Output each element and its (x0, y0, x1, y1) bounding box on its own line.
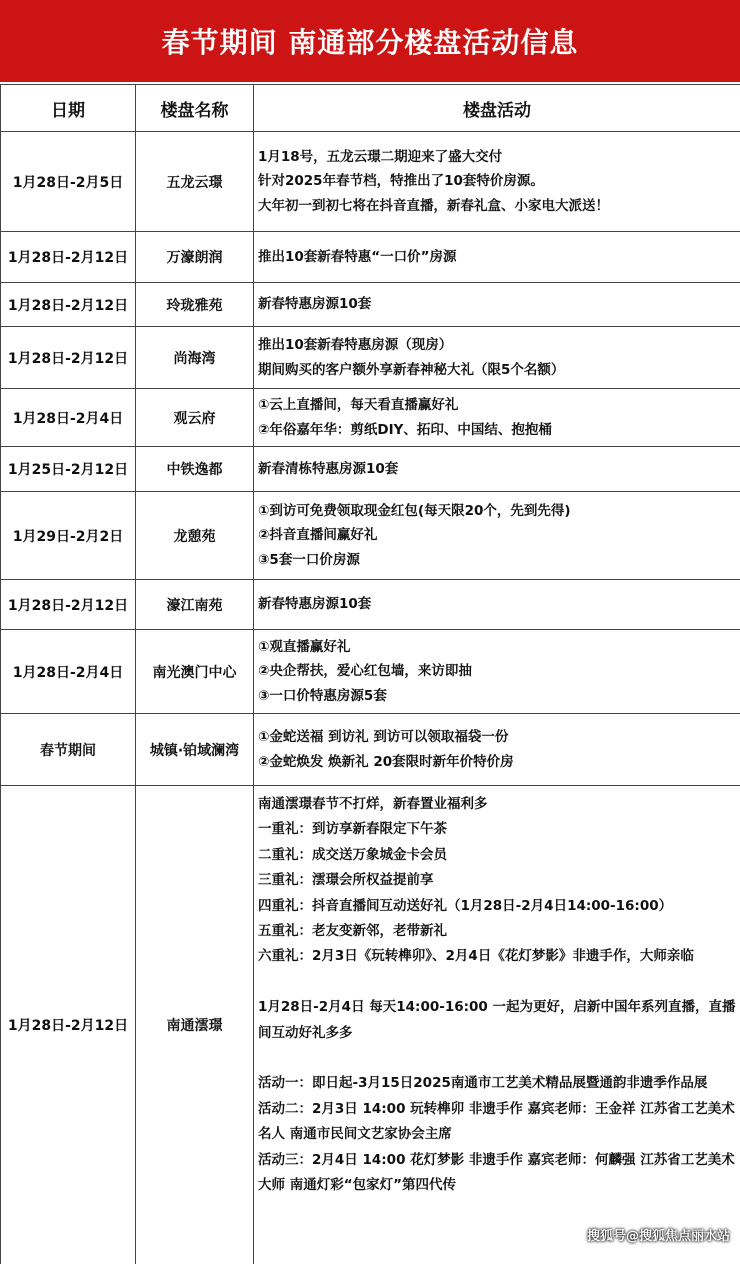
row-date: 1月28日-2月12日 (1, 786, 136, 1264)
row-date: 1月28日-2月12日 (1, 232, 136, 283)
table-row (1, 714, 740, 786)
row-project: 玲珑雅苑 (136, 283, 254, 327)
row-activity: 推出10套新春特惠房源（现房） 期间购买的客户额外享新春神秘大礼（限5个名额） (254, 327, 740, 389)
page-title: 春节期间 南通部分楼盘活动信息 (0, 0, 740, 84)
row-activity: 新春清栋特惠房源10套 (254, 447, 740, 492)
row-activity: 南通澐璟春节不打烊，新春置业福利多 一重礼：到访享新春限定下午茶 二重礼：成交送万象城金卡会员 三重礼：澐璟会所权益提前享 四重礼：抖音直播间互动送好礼（1月28日-2月4日14:00-16:00） 五重礼：老友变新邻，老带新礼 六重礼：2月3日《玩转榫卯》、2月4日《花灯梦影》非遗手作，大师亲临 1月28日-2月4日 每天14:00-16:00 一起为更好，启新中国年系列直播，直播间互动好礼多多 活动一：即日起-3月15日2025南通市工艺美术精品展暨通韵非遗季作品展 活动二：2月3日 14:00 玩转榫卯 非遗手作 嘉宾老师：王金祥 江苏省工艺美术名人 南通市民间文艺家协会主席 活动三：2月4日 14:00 花灯梦影 非遗手作 嘉宾老师：何麟强 江苏省工艺美术大师 南通灯彩“包家灯”第四代传 (254, 786, 740, 1264)
row-date: 1月28日-2月12日 (1, 283, 136, 327)
table-row (1, 232, 740, 283)
watermark: 搜狐号@搜狐焦点丽水站 (587, 1225, 730, 1244)
row-project: 万濠朗润 (136, 232, 254, 283)
table-row (1, 327, 740, 389)
row-date: 1月25日-2月12日 (1, 447, 136, 492)
row-activity: 新春特惠房源10套 (254, 580, 740, 630)
row-date: 1月28日-2月5日 (1, 132, 136, 232)
header-date: 日期 (1, 85, 136, 132)
row-project: 濠江南苑 (136, 580, 254, 630)
table-row (1, 580, 740, 630)
row-project: 观云府 (136, 389, 254, 447)
row-activity: ①观直播赢好礼 ②央企帮扶，爱心红包墙，来访即抽 ③一口价特惠房源5套 (254, 630, 740, 714)
header-activity: 楼盘活动 (254, 85, 740, 132)
row-project: 中铁逸都 (136, 447, 254, 492)
header-project: 楼盘名称 (136, 85, 254, 132)
row-activity: 推出10套新春特惠“一口价”房源 (254, 232, 740, 283)
row-activity: 1月18号，五龙云璟二期迎来了盛大交付 针对2025年春节档，特推出了10套特价房源。 大年初一到初七将在抖音直播，新春礼盒、小家电大派送！ (254, 132, 740, 232)
table-row (1, 283, 740, 327)
table-row (1, 786, 740, 1264)
row-project: 龙憩苑 (136, 492, 254, 580)
table-row (1, 389, 740, 447)
row-date: 春节期间 (1, 714, 136, 786)
row-project: 尚海湾 (136, 327, 254, 389)
table-row (1, 132, 740, 232)
row-project: 城镇·铂域澜湾 (136, 714, 254, 786)
row-date: 1月29日-2月2日 (1, 492, 136, 580)
row-date: 1月28日-2月12日 (1, 580, 136, 630)
table-row (1, 630, 740, 714)
row-date: 1月28日-2月12日 (1, 327, 136, 389)
row-date: 1月28日-2月4日 (1, 630, 136, 714)
table-row (1, 492, 740, 580)
row-project: 五龙云璟 (136, 132, 254, 232)
row-activity: ①到访可免费领取现金红包(每天限20个，先到先得) ②抖音直播间赢好礼 ③5套一口价房源 (254, 492, 740, 580)
table-row (1, 447, 740, 492)
row-project: 南通澐璟 (136, 786, 254, 1264)
table-header-row (1, 85, 740, 132)
row-activity: 新春特惠房源10套 (254, 283, 740, 327)
activity-table (0, 84, 740, 1264)
row-activity: ①云上直播间，每天看直播赢好礼 ②年俗嘉年华：剪纸DIY、拓印、中国结、抱抱桶 (254, 389, 740, 447)
row-project: 南光澳门中心 (136, 630, 254, 714)
row-activity: ①金蛇送福 到访礼 到访可以领取福袋一份 ②金蛇焕发 焕新礼 20套限时新年价特价房 (254, 714, 740, 786)
row-date: 1月28日-2月4日 (1, 389, 136, 447)
